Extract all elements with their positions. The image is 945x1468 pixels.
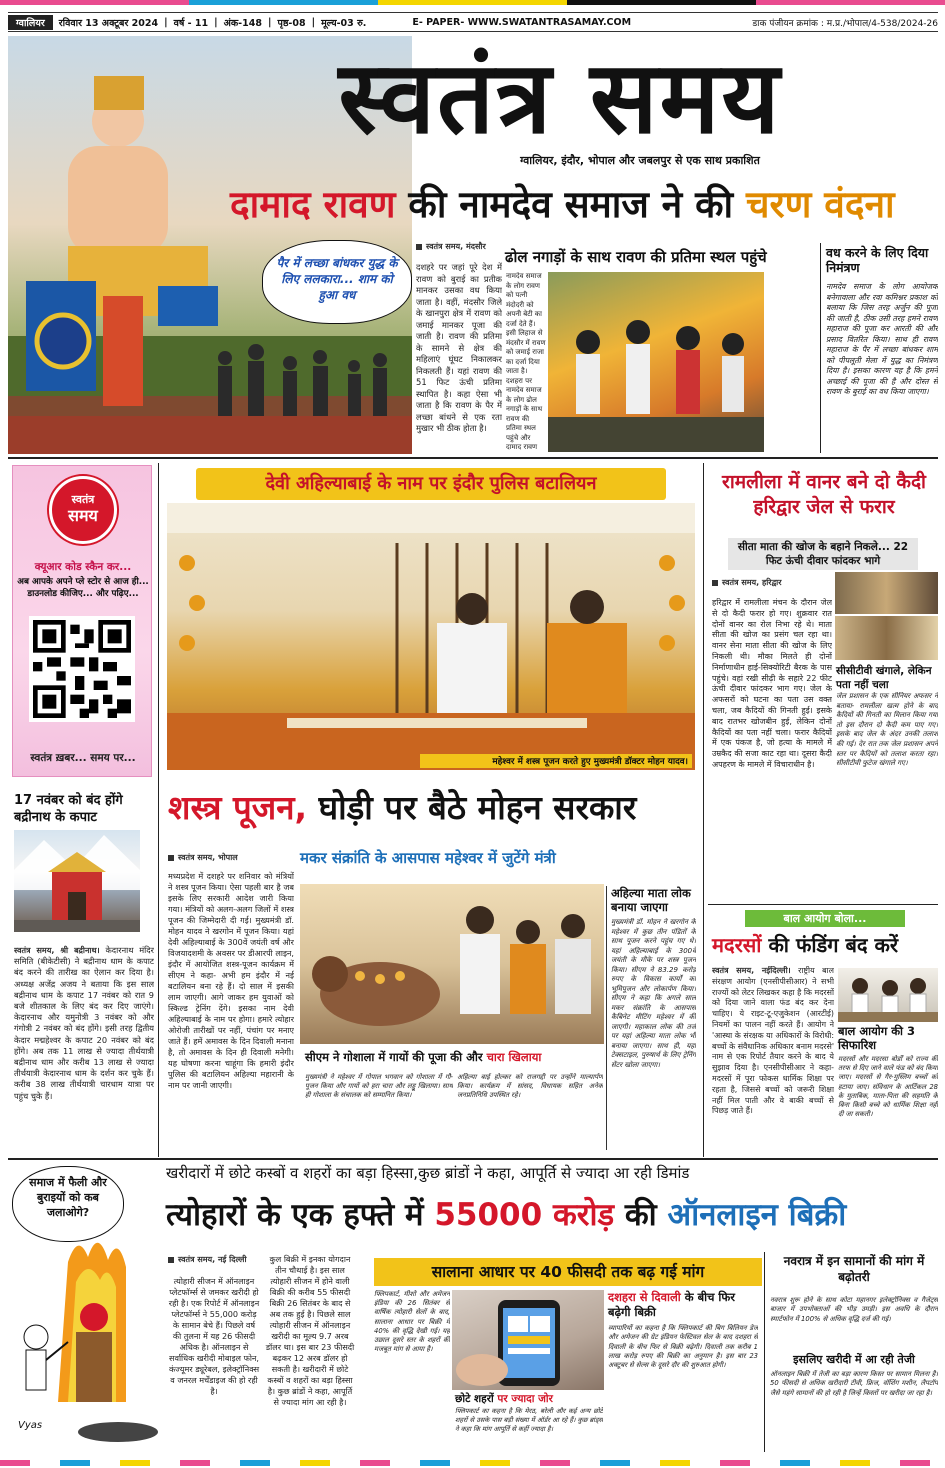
epaper-link[interactable]: E- PAPER- WWW.SWATANTRASAMAY.COM — [412, 16, 632, 28]
bottom-color-strip — [0, 1460, 945, 1466]
story1-body: दशहरे पर जहां पूरे देश में रावण को बुराई का प्रतीक मानकर उसका वध किया जाता है। वहीं, मंदसौर जिले के खानपुरा क्षेत्र में रावण को जमाई मानकर पूजा की जाती है। रावण की प्रतिमा के सामने से क्षेत्र की महिलाएं घूंघट निकालकर निकलती हैं। यहां रावण की 51 फिट ऊंची प्रतिमा स्थापित है। कहा ऐसा भी जाता है कि रावण के पैर में लच्छा बांधने से एक रता मुखार भी ठीक होता है। — [416, 262, 502, 433]
story6-side-body2: ऑनलाइन बिक्री में तेजी का बड़ा कारण किस्त पर सामान मिलना है। 50 फीसदी से अधिक खरीदारी टीवी, फ्रिज, वॉशिंग मशीन, लैपटॉप जैसे महंगे सामानों की हो रही है जिन्हें किस्तों पर खरीदा जा रहा है। — [770, 1370, 938, 1397]
story6-side-body: नवरात्र शुरू होने के साथ कोटा महानगर इलेक्ट्रॉनिक्स व गैजेट्स बाजार में उपभोक्ताओं की भीड़ उमड़ी। इस अवधि के दौरान स्मार्टफोन में 100% से अधिक वृद्धि दर्ज की गई। — [770, 1296, 938, 1323]
story5-tag: बाल आयोग बोला... — [745, 910, 905, 927]
top-color-strip — [0, 0, 945, 5]
story5-headline: मदरसों की फंडिंग बंद करें — [712, 933, 899, 957]
story2-box-head: अहिल्या माता लोक बनाया जाएगा — [611, 886, 691, 914]
dateline-bar: ग्वालियर रविवार 13 अक्टूबर 2024 | वर्ष - 11 | अंक-148 | पृष्ठ-08 | मूल्य-03 रु. E- PAPER- WWW.SWATANTRASAMAY.COM डाक पंजीयन क्रमांक : म.प्र./भोपाल/4-538/2024-26 — [8, 12, 938, 32]
cartoon-bubble: समाज में फैली और बुराइयों को कब जलाओगे? — [12, 1166, 124, 1242]
story4-body: स्वतंत्र समय, श्री बद्रीनाथ। केदारनाथ मंदिर समिति (बीकेटीसी) ने बद्रीनाथ धाम के कपाट बंद करने की तारीख का ऐलान कर दिया है। अध्यक्ष अजेंद्र अजय ने बताया कि इस साल बद्रीनाथ धाम के कपाट 17 नवंबर को रात 9 बजे शीतकाल के लिए बंद कर दिए जाएंगे। केदारनाथ और यमुनोत्री 3 नवंबर को और गंगोत्री 2 नवंबर को बंद होंगे। इसी तरह द्वितीय केदार मद्महेश्वर के कपाट 20 नवंबर को बंद होंगे। अब तक 11 लाख से ज्यादा तीर्थयात्री बद्रीनाथ धाम और करीब 13 लाख से ज्यादा तीर्थयात्री केदारनाथ धाम के दर्शन कर चुके हैं। करीब 38 लाख तीर्थयात्री चारधाम यात्रा पर पहुंच चुके हैं। — [14, 945, 154, 1101]
app-ad-footer: स्वतंत्र ख़बर... समय पर... — [30, 752, 136, 764]
story6-small-head: छोटे शहरों पर ज्यादा जोर — [455, 1393, 553, 1405]
volume: वर्ष - 11 — [173, 17, 209, 29]
story6-headline: त्योहारों के एक हफ्ते में 55000 करोड़ की ऑनलाइन बिक्री — [166, 1197, 847, 1233]
story3-cctv-head: सीसीटीवी खंगाले, लेकिन पता नहीं चला — [836, 665, 932, 691]
story2-box-body: मुख्यमंत्री डॉ. मोहन ने खरगोन के महेश्वर में कुछ तीन पंडितों के साथ पूजन करने पहुंच गए थे। यहां अहिल्याबाई के 300वें जयंती के मौके पर शस्त्र पूजन किया। सीएम ने 83.29 करोड़ रुपए के विकास कार्यों का भूमिपूजन और लोकार्पण किया। सीएम ने कहा कि अगले साल मकर संक्रांति के आसपास कैबिनेट मीटिंग महेश्वर में की जाएगी। महाकाल लोक की तर्ज पर यहां अहिल्या माता लोक भी बनाया जाएगा। साथ ही, यहां टेक्सटाइल, पुरुषार्थ के लिए ट्रेनिंग सेंटर खोला जाएगा। — [611, 918, 696, 1069]
students-illustration — [838, 968, 938, 1022]
qr-code-icon — [33, 620, 131, 718]
issue: अंक-148 — [223, 17, 262, 29]
story6-col1: त्योहारी सीजन में ऑनलाइन प्लेटफॉर्म्स से जमकर खरीदी हो रही है। एक रिपोर्ट में ऑनलाइन प्लेटफॉर्म्स ने 55,000 करोड़ के सामान बेचे हैं। पिछले वर्ष की तुलना में यह 26 फीसदी अधिक है। ऑनलाइन से सर्वाधिक खरीदी मोबाइल फोन, कंज्यूमर ड्यूरेबल, इलेक्ट्रॉनिक्स व जनरल मर्चेंडाइज की हो रही है। — [168, 1276, 260, 1396]
pages: पृष्ठ-08 — [277, 17, 306, 29]
story6-small-body: फ्लिपकार्ट का कहना है कि मेरठ, बरेली और कई अन्य छोटे शहरों से उसके पास बड़ी संख्या में ऑर्डर आ रहे हैं। कुछ ब्रांड्स ने कहा कि मांग आपूर्ति से कहीं ज्यादा है। — [455, 1407, 603, 1433]
phone-shopping-illustration — [452, 1290, 604, 1390]
story1-quote-bubble: पैर में लच्छा बांधकर युद्ध के लिए ललकारा... शाम को हुआ वध — [262, 240, 412, 324]
story6-banner: सालाना आधार पर 40 फीसदी तक बढ़ गई मांग — [374, 1258, 762, 1286]
story3-cctv-body: जेल प्रशासन के एक सीनियर अफसर ने बताया- रामलीला खत्म होने के बाद कैदियों की गिनती का मिलान किया गया तो इस दौरान दो कैदी कम पाए गए। इसके बाद जेल के अंदर उनकी तलाश की गई। देर रात तक जेल प्रशासन अपने स्तर पर कैदियों को तलाश करता रहा। सीसीटीवी फुटेज खंगाले गए। — [836, 692, 938, 768]
registration: डाक पंजीयन क्रमांक : म.प्र./भोपाल/4-538/2024-26 — [752, 18, 938, 29]
story2-main-photo — [167, 503, 695, 770]
story3-byline: स्वतंत्र समय, हरिद्वार — [712, 577, 852, 588]
story2-cow-photo — [300, 884, 604, 1044]
story1-col2-cont — [768, 272, 816, 452]
qr-code[interactable] — [29, 616, 135, 722]
app-ad[interactable] — [12, 465, 152, 777]
story6-col2: कुल बिक्री में इनका योगदान तीन चौथाई है। इस साल त्योहारी सीजन में होने वाली बिक्री की करीब 55 फीसदी बिक्री 26 सितंबर के बाद से अब तक हुई है। पिछले साल त्योहारी सीजन में ऑनलाइन खरीदी का मूल्य 9.7 अरब डॉलर था। इस बार 23 फीसदी बढ़कर 12 अरब डॉलर हो सकती है। खरीदारी में छोटे कस्बों व शहरों का बड़ा हिस्सा है। कुछ ब्रांडों ने कहा, आपूर्ति से ज्यादा मांग आ रही है। — [265, 1254, 355, 1407]
app-ad-qr-text: क्यूआर कोड स्कैन कर... — [34, 561, 132, 573]
story6-kicker: खरीदारों में छोटे कस्बों व शहरों का बड़ा हिस्सा,कुछ ब्रांडों ने कहा, आपूर्ति से ज्यादा आ रही डिमांड — [166, 1164, 690, 1182]
tagline: ग्वालियर, इंदौर, भोपाल और जबलपुर से एक साथ प्रकाशित — [520, 154, 760, 167]
story2-col-a: मुख्यमंत्री ने महेश्वर में गोपाल भगवान को गोशाला में गौ-पूजन किया और गायों को हरा चारा और लड्डू खिलाया। साथ ही गोशाला के संचालक को सम्मानित किया। — [305, 1073, 453, 1100]
story6-side-head: नवरात्र में इन सामानों की मांग में बढ़ोतरी — [783, 1254, 925, 1284]
story1-headline: दामाद रावण की नामदेव समाज ने की चरण वंदना — [230, 183, 895, 226]
story6-diwali-head: दशहरा से दिवाली के बीच फिर बढ़ेगी बिक्री — [608, 1290, 735, 1319]
story3-photo-1 — [835, 572, 938, 614]
story3-headline: रामलीला में वानर बने दो कैदी हरिद्वार जेल से फरार — [722, 471, 926, 518]
story5-side-head: बाल आयोग की 3 सिफारिश — [838, 1024, 916, 1052]
story2-banner: देवी अहिल्याबाई के नाम पर इंदौर पुलिस बटालियन — [196, 468, 666, 500]
price: मूल्य-03 रु. — [321, 17, 367, 29]
cartoon — [8, 1162, 158, 1452]
cartoon-illustration — [8, 1162, 158, 1452]
story2-byline: स्वतंत्र समय, भोपाल — [168, 852, 298, 863]
story4-headline: 17 नवंबर को बंद होंगे बद्रीनाथ के कपाट — [14, 793, 123, 825]
temple-illustration — [14, 830, 140, 932]
story3-body: हरिद्वार में रामलीला मंचन के दौरान जेल से दो कैदी फरार हो गए। शुक्रवार रात दोनों वानर का रोल निभा रहे थे। माता सीता की खोज का प्रसंग चल रहा था। वानर सेना माता सीता की खोज के लिए निकली थी। मौका मिलते ही दोनों निर्माणाधीन हाई-सिक्योरिटी बैरक के पास पहुंचे। वहां रखी सीढ़ी के सहारे 22 फीट ऊंची दीवार फांदकर भाग गए। जेल के अफसरों को घटना का पता उस वक्त चला, जब कैदियों की गिनती हुई। इसके बाद रातभर खोजबीन हुई, लेकिन दोनों कैदियों का पता नहीं चला। फरार कैदियों में एक पंकज है, जो हत्या के मामले में उम्रकैद की सजा काट रहा था। दूसरा कैदी अपहरण के मामले में विचाराधीन है। — [712, 598, 832, 769]
story2-box — [606, 886, 696, 1150]
story2-subhead: मकर संक्रांति के आसपास महेश्वर में जुटेंगे मंत्री — [300, 849, 556, 867]
story6-phone-photo — [452, 1290, 604, 1390]
story6-side-head2: इसलिए खरीदी में आ रही तेजी — [793, 1353, 915, 1366]
story2-body: मध्यप्रदेश में दशहरे पर शनिवार को मंत्रियों ने शस्त्र पूजन किया। ऐसा पहली बार है जब इसके लिए सरकारी आदेश जारी किया गया। मंत्रियों को अलग-अलग जिलों में शस्त्र पूजन की जिम्मेदारी दी गई। मुख्यमंत्री डॉ. मोहन यादव ने खरगोन में पूजन किया। यहां देवी अहिल्याबाई के 300वें जयंती वर्ष और विजयादशमी के अवसर पर डीआरपी लाइन, इंदौर में आयोजित शस्त्र-पूजन कार्यक्रम में सीएम ने कहा- अभी हम इंदौर में नई बटालियन बना रहे हैं। दो साल में इसकी लाम जाएगी। आगे जाकर हम युवाओं को स्किल्ड ट्रेनिंग देंगे। इसका नाम देवी अहिल्याबाई के नाम पर होगा। हमारे त्योहार ओरोजी तारीखों पर नहीं, पंचांग पर मनाए जाते हैं। हमें अमावस के दिन दिवाली मनाना है, तो अमावस के दिन ही दिवाली मनेगी। यह घोषणा करना चाहूंगा कि हमारी इंदौर पुलिस की बटालियन अहिल्या महारानी के नाम पर जानी जाएगी। — [168, 871, 294, 1090]
app-ad-logo: स्वतंत्र समय — [49, 476, 117, 544]
story5-body: स्वतंत्र समय, नईदिल्ली। राष्ट्रीय बाल संरक्षण आयोग (एनसीपीसीआर) ने सभी राज्यों को लेटर लिखकर कहा है कि मदरसों को दिया जाने वाला फंड बंद कर देना चाहिए। ये राइट-टू-एजुकेशन (आरटीई) नियमों का पालन नहीं करते हैं। आयोग ने 'आस्था के संरक्षक या अधिकारों के विरोधी: बच्चों के संवैधानिक अधिकार बनाम मदरसे' नाम से एक रिपोर्ट तैयार करने के बाद ये सुझाव दिया है। एनसीपीसीआर ने कहा- मदरसों में पूरा फोकस धार्मिक शिक्षा पर रहता है, जिससे बच्चों को जरूरी शिक्षा नहीं मिल पाती और वे बाकी बच्चों से पिछड़ जाते हैं। — [712, 966, 834, 1116]
story2-cow-caption: सीएम ने गोशाला में गायों की पूजा की और चारा खिलाया — [305, 1050, 542, 1064]
cartoon-signature: Vyas — [18, 1420, 43, 1431]
story1-side-head: वध करने के लिए दिया निमंत्रण — [826, 245, 929, 275]
story3-subhead: सीता माता की खोज के बहाने निकले... 22 फिट ऊंची दीवार फांदकर भागे — [728, 538, 918, 570]
story1-photo-caption: ढोल नगाड़ों के साथ रावण की प्रतिमा स्थल पहुंचे — [505, 248, 767, 266]
story6-photo-col: फ्लिपकार्ट, मीशो और अमेजन इंडिया की 26 सितंबर से वार्षिक त्योहारी सेलों के बाद, सालाना आधार पर बिक्री में 40% की वृद्धि देखी गई। यह उछाल दूसरे स्तर के शहरों की मजबूत मांग से आया है। — [374, 1290, 450, 1354]
shastra-puja-illustration — [167, 503, 695, 770]
newspaper-title: स्वतंत्र समय — [338, 39, 782, 156]
story4-photo — [14, 830, 140, 932]
story5-photo — [838, 968, 938, 1022]
story1-col2: नामदेव समाज के लोग रावण को पत्नी मंदोदरी को अपनी बेटी का दर्जा देते हैं। इसी लिहाज से मंदसौर में रावण को जमाई राजा का दर्जा दिया जाता है। दशहरा पर नामदेव समाज के लोग ढोल नगाड़ों के साथ रावण की प्रतिमा स्थल पहुंचे और दामाद रावण — [506, 272, 546, 451]
date: रविवार 13 अक्टूबर 2024 — [58, 17, 159, 29]
story1-byline: स्वतंत्र समय, मंदसौर — [416, 241, 506, 252]
story6-diwali-body: व्यापारियों का कहना है कि फ्लिपकार्ट की बिग बिलियन डेज और अमेजन की ग्रेट इंडियन फेस्टिवल सेल के बाद दशहरा से दिवाली के बीच फिर से बिक्री बढ़ेगी। दिवाली तक करीब 1 लाख करोड़ रुपए की बिक्री का अनुमान है। इस बार 23 अक्टूबर से सेल्स के दूसरे दौर की शुरुआत होगी। — [608, 1324, 758, 1370]
edition: ग्वालियर — [8, 15, 53, 30]
story1-side-body: नामदेव समाज के लोग आयोजक बनेगावाला और रवा कमिश्नर प्रकाश को बलाया कि जिस तरह अर्जुन की पूजा की जाती है, ठीक उसी तरह हमने रावण महाराज की पूजा कर आरती की और प्रसाद वितरित किया। साथ ही रावण महाराज के पैर में लच्छा बांधकर शाम को पीपलूती मेला में युद्ध का निमंत्रण दिया है। इसका कारण यह है कि हमने अच्छाई की पूजा की है और दोस्त से रावण के बुराई का वध किया जाएगा। — [826, 282, 938, 396]
story6-byline: स्वतंत्र समय, नई दिल्ली — [168, 1254, 278, 1265]
story2-photo-caption: महेश्वर में शस्त्र पूजन करते हुए मुख्यमंत्री डॉक्टर मोहन यादव। — [420, 754, 692, 768]
story5-side-body: मदरसों और मदरसा बोर्डों को राज्य की तरफ से दिए जाने वाले फंड को बंद किया जाए। मदरसों से गैर-मुस्लिम बच्चों को हटाया जाए। संविधान के आर्टिकल 28 के मुताबिक, माता-पिता की सहमति के बिना किसी बच्चे को धार्मिक शिक्षा नहीं दी जा सकती। — [838, 1055, 938, 1119]
story1-photo — [548, 272, 764, 452]
cow-worship-illustration — [300, 884, 604, 1044]
puja-illustration — [548, 272, 764, 452]
story2-col-b: अहिल्या बाई होल्कर को राजगद्दी पर उन्होंने माल्यार्पण किया। कार्यक्रम में सांसद, विधायक सहित अनेक जनप्रतिनिधि उपस्थित रहे। — [457, 1073, 603, 1100]
story3-photo-2 — [835, 616, 938, 660]
app-ad-instruction: अब आपके अपने प्ले स्टोर से आज ही... डाउनलोड कीजिए... और पढ़िए... — [17, 577, 149, 599]
story2-headline: शस्त्र पूजन, घोड़ी पर बैठे मोहन सरकार — [168, 788, 637, 827]
